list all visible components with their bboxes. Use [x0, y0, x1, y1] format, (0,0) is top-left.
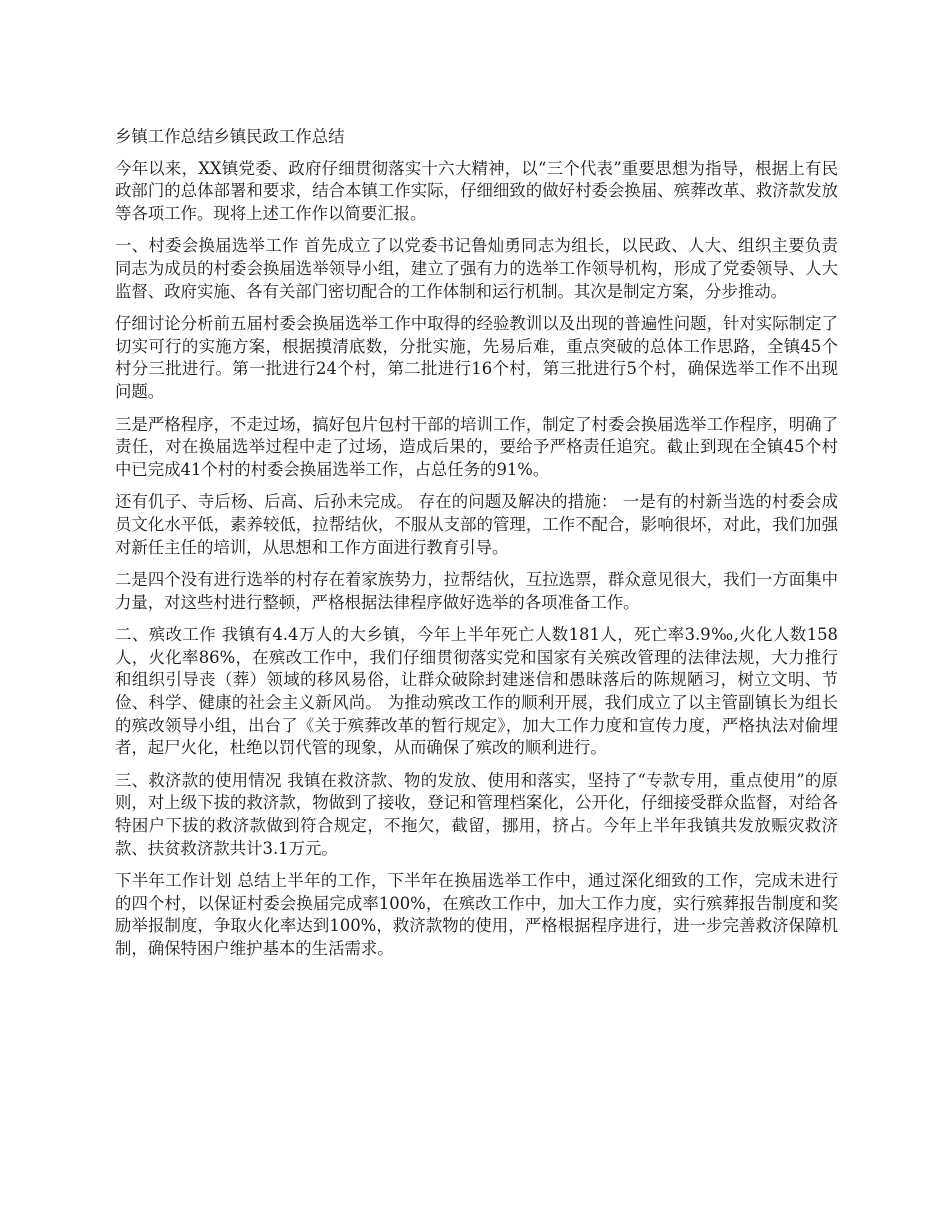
paragraph-problems-two: 二是四个没有进行选举的村存在着家族势力，拉帮结伙，互拉选票，群众意见很大，我们一方面集中力量，对这些村进行整顿，严格根据法律程序做好选举的各项准备工作。	[115, 570, 838, 612]
paragraph-relief-funds: 三、救济款的使用情况 我镇在救济款、物的发放、使用和落实，坚持了“专款专用，重点使用”的原则，对上级下拔的救济款，物做到了接收，登记和管理档案化，公开化，仔细接受群众监督，对给各特困户下拔的救济款做到符合规定，不拖欠，截留，挪用，挤占。今年上半年我镇共发放赈灾救济款、扶贫救济款共计3.1万元。	[115, 770, 838, 858]
document-title: 乡镇工作总结乡镇民政工作总结	[115, 127, 345, 146]
paragraph-election-procedure: 三是严格程序，不走过场，搞好包片包村干部的培训工作，制定了村委会换届选举工作程序，明确了责任，对在换届选举过程中走了过场，造成后果的，要给予严格责任追究。截止到现在全镇45个村中已完成41个村的村委会换届选举工作，占总任务的91%。	[115, 414, 838, 479]
paragraph-election-plan: 仔细讨论分析前五届村委会换届选举工作中取得的经验教训以及出现的普遍性问题，针对实际制定了切实可行的实施方案，根据摸清底数，分批实施，先易后难，重点突破的总体工作思路，全镇45个村分三批进行。第一批进行24个村，第二批进行16个村，第三批进行5个村，确保选举工作不出现问题。	[115, 314, 838, 401]
document-page	[115, 126, 838, 971]
paragraph-election-work: 一、村委会换届选举工作 首先成立了以党委书记鲁灿勇同志为组长，以民政、人大、组织主要负责同志为成员的村委会换届选举领导小组，建立了强有力的选举工作领导机构，形成了党委领导、人大监督、政府实施、各有关部门密切配合的工作体制和运行机制。其次是制定方案，分步推动。	[115, 236, 838, 301]
paragraph-funeral-reform: 二、殡改工作 我镇有4.4万人的大乡镇，今年上半年死亡人数181人，死亡率3.9‰,火化人数158人，火化率86%，在殡改工作中，我们仔细贯彻落实党和国家有关殡改管理的法律法规，大力推行和组织引导丧（葬）领域的移风易俗，让群众破除封建迷信和愚昧落后的陈规陋习，树立文明、节俭、科学、健康的社会主义新风尚。 为推动殡改工作的顺利开展，我们成立了以主管副镇长为组长的殡改领导小组，出台了《关于殡葬改革的暂行规定》，加大工作力度和宣传力度，严格执法对偷埋者，起尸火化，杜绝以罚代管的现象，从而确保了殡改的顺利进行。	[115, 625, 838, 758]
paragraph-intro: 今年以来，XX镇党委、政府仔细贯彻落实十六大精神，以“三个代表”重要思想为指导，根据上有民政部门的总体部署和要求，结合本镇工作实际，仔细细致的做好村委会换届、殡葬改革、救济款发放等各项工作。现将上述工作作以简要汇报。	[115, 158, 838, 223]
paragraph-second-half-plan: 下半年工作计划 总结上半年的工作，下半年在换届选举工作中，通过深化细致的工作，完成未进行的四个村，以保证村委会换届完成率100%，在殡改工作中，加大工作力度，实行殡葬报告制度和奖励举报制度，争取火化率达到100%，救济款物的使用，严格根据程序进行，进一步完善救济保障机制，确保特困户维护基本的生活需求。	[115, 871, 838, 958]
paragraph-problems-one: 还有仉子、寺后杨、后高、后孙未完成。 存在的问题及解决的措施： 一是有的村新当选的村委会成员文化水平低，素养较低，拉帮结伙，不服从支部的管理，工作不配合，影响很坏，对此，我们加强对新任主任的培训，从思想和工作方面进行教育引导。	[115, 492, 838, 557]
